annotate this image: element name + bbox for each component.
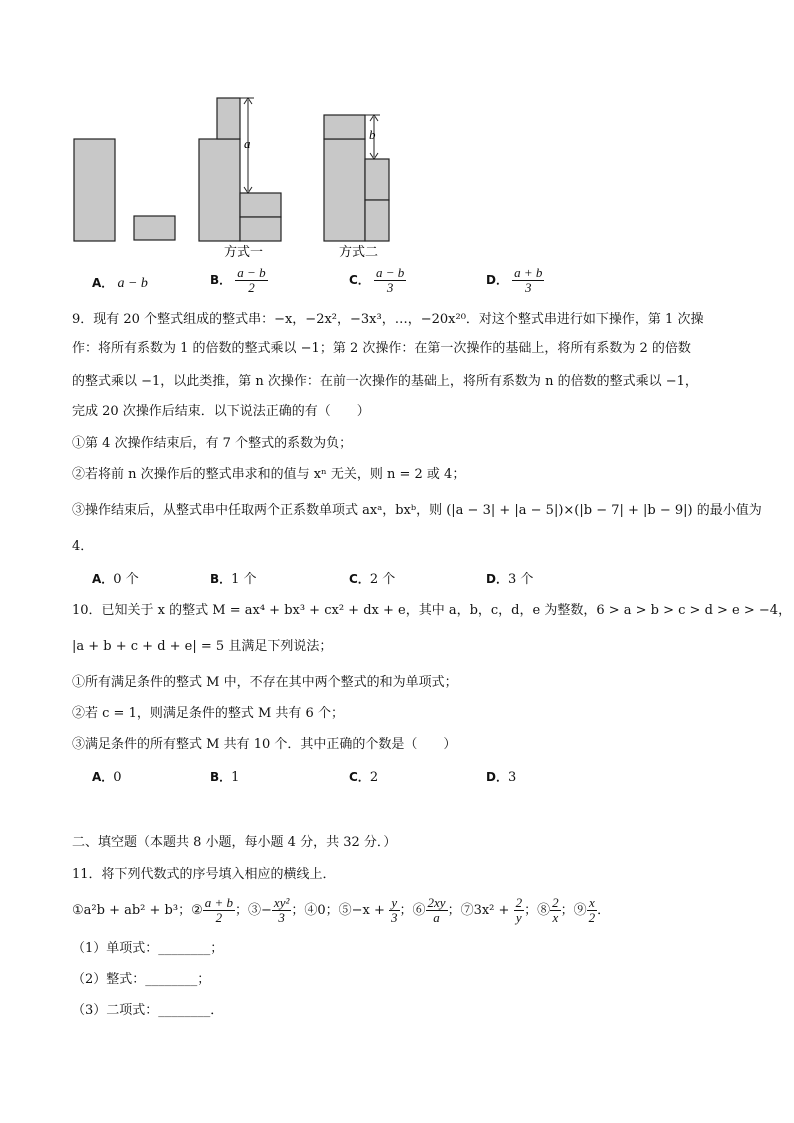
q10-option-c[interactable]: C．2 [349,770,379,785]
option-label: A． [92,276,114,290]
method2-tall-rect [324,139,365,241]
method2-right-rect-2 [365,200,389,241]
q10-option-a[interactable]: A．0 [92,770,122,785]
q9-line-1: 9．现有 20 个整式组成的整式串：−x，−2x²，−3x³，…，−20x²⁰．对这个整式串进行如下操作，第 1 次操 [72,312,704,327]
q8-option-a[interactable] [92,274,148,292]
small-rectangle [134,216,175,240]
caption-method-1: 方式一 [224,245,264,260]
q9-option-b[interactable]: B．1 个 [210,572,257,587]
label-b: b [369,127,376,142]
q9-line-4: 完成 20 次操作后结束．以下说法正确的有（ ） [72,404,370,419]
q8-option-c[interactable] [349,266,406,295]
q10-statement-1: ①所有满足条件的整式 M 中，不存在其中两个整式的和为单项式； [72,675,458,690]
option-label: D． [486,273,508,287]
rectangle-figure [0,0,794,270]
q11-answer-2[interactable]: （2）整式：________； [72,972,211,987]
q8-option-d[interactable] [486,266,544,295]
fraction: $\frac{a - b}{2}$ [237,265,266,295]
fraction: $\frac{y}{3}$ [391,895,398,925]
method2-top-rect [324,115,365,139]
q10-options [0,768,794,788]
q9-statement-2: ②若将前 n 次操作后的整式串求和的值与 xⁿ 无关，则 n = 2 或 4； [72,467,466,482]
q9-statement-3: ③操作结束后，从整式串中任取两个正系数单项式 axᵃ，bxᵇ，则 (|a − 3| + |a − 5|)×(|b − 7| + |b − 9|) 的最小值为 [72,503,762,518]
large-rectangle [74,139,115,241]
method1-top-rect [217,98,240,139]
q11-line-1: 11．将下列代数式的序号填入相应的横线上． [72,867,336,882]
q9-option-a[interactable]: A．0 个 [92,572,139,587]
q9-options [0,568,794,588]
caption-method-2: 方式二 [339,245,379,260]
fraction: $\frac{\text{xy²}}{3}$ [273,895,290,925]
method2-right-rect-1 [365,159,389,200]
option-label: B． [210,273,232,287]
q10-line-1: 10．已知关于 x 的整式 M = ax⁴ + bx³ + cx² + dx + e，其中 a，b，c，d，e 为整数，6 > a > b > c > d > e > −4， [72,603,792,618]
fraction: $\frac{a + b}{2}$ [204,895,234,925]
section-heading: 二、填空题（本题共 8 小题，每小题 4 分，共 32 分．） [72,835,397,850]
fraction: $\frac{2xy}{a}$ [427,895,446,925]
fraction: $\frac{a + b}{3}$ [514,265,543,295]
fraction: $\frac{2}{x}$ [552,895,559,925]
q8-option-b[interactable] [210,266,268,295]
fraction: $\frac{2}{y}$ [515,895,523,925]
fraction: $\frac{a - b}{3}$ [375,265,405,295]
q9-line-3: 的整式乘以 −1，以此类推，第 n 次操作：在前一次操作的基础上，将所有系数为 n 的倍数的整式乘以 −1， [72,374,698,389]
q9-line-2: 作：将所有系数为 1 的倍数的整式乘以 −1；第 2 次操作：在第一次操作的基础上，将所有系数为 2 的倍数 [72,341,691,356]
q9-statement-1: ①第 4 次操作结束后，有 7 个整式的系数为负； [72,436,353,451]
q10-statement-2: ②若 c = 1，则满足条件的整式 M 共有 6 个； [72,706,344,721]
fraction: $\frac{x}{2}$ [588,895,596,925]
method1-bottom-rect-2 [240,217,281,241]
option-text: a − b [117,276,148,291]
q9-statement-3b: 4． [72,539,94,554]
q10-line-2: |a + b + c + d + e| = 5 且满足下列说法； [72,639,333,654]
q10-statement-3: ③满足条件的所有整式 M 共有 10 个．其中正确的个数是（ ） [72,737,457,752]
q9-option-d[interactable]: D．3 个 [486,572,534,587]
method1-bottom-rect-1 [240,193,281,217]
q11-answer-1[interactable]: （1）单项式：________； [72,941,224,956]
q11-expressions: ①a²b + ab² + b³；② $\frac{a + b}{2}$ ；③− $\frac{\text{xy²}}{3}$ ；④0；⑤−x + $\frac{y}{3}$ ；⑥ $\frac{2xy}{a}$ ；⑦3x² + $\frac{2}{y}$ ；⑧ $\frac{2}{x}$ ；⑨ $\frac{x}{2}$ ． [72,895,611,925]
q11-answer-3[interactable]: （3）二项式：________． [72,1003,224,1018]
q9-option-c[interactable]: C．2 个 [349,572,396,587]
q8-options [0,266,794,300]
q10-option-b[interactable]: B．1 [210,770,240,785]
label-a: a [244,136,251,151]
method1-tall-rect [199,139,240,241]
q10-option-d[interactable]: D．3 [486,770,517,785]
option-label: C． [349,273,370,287]
